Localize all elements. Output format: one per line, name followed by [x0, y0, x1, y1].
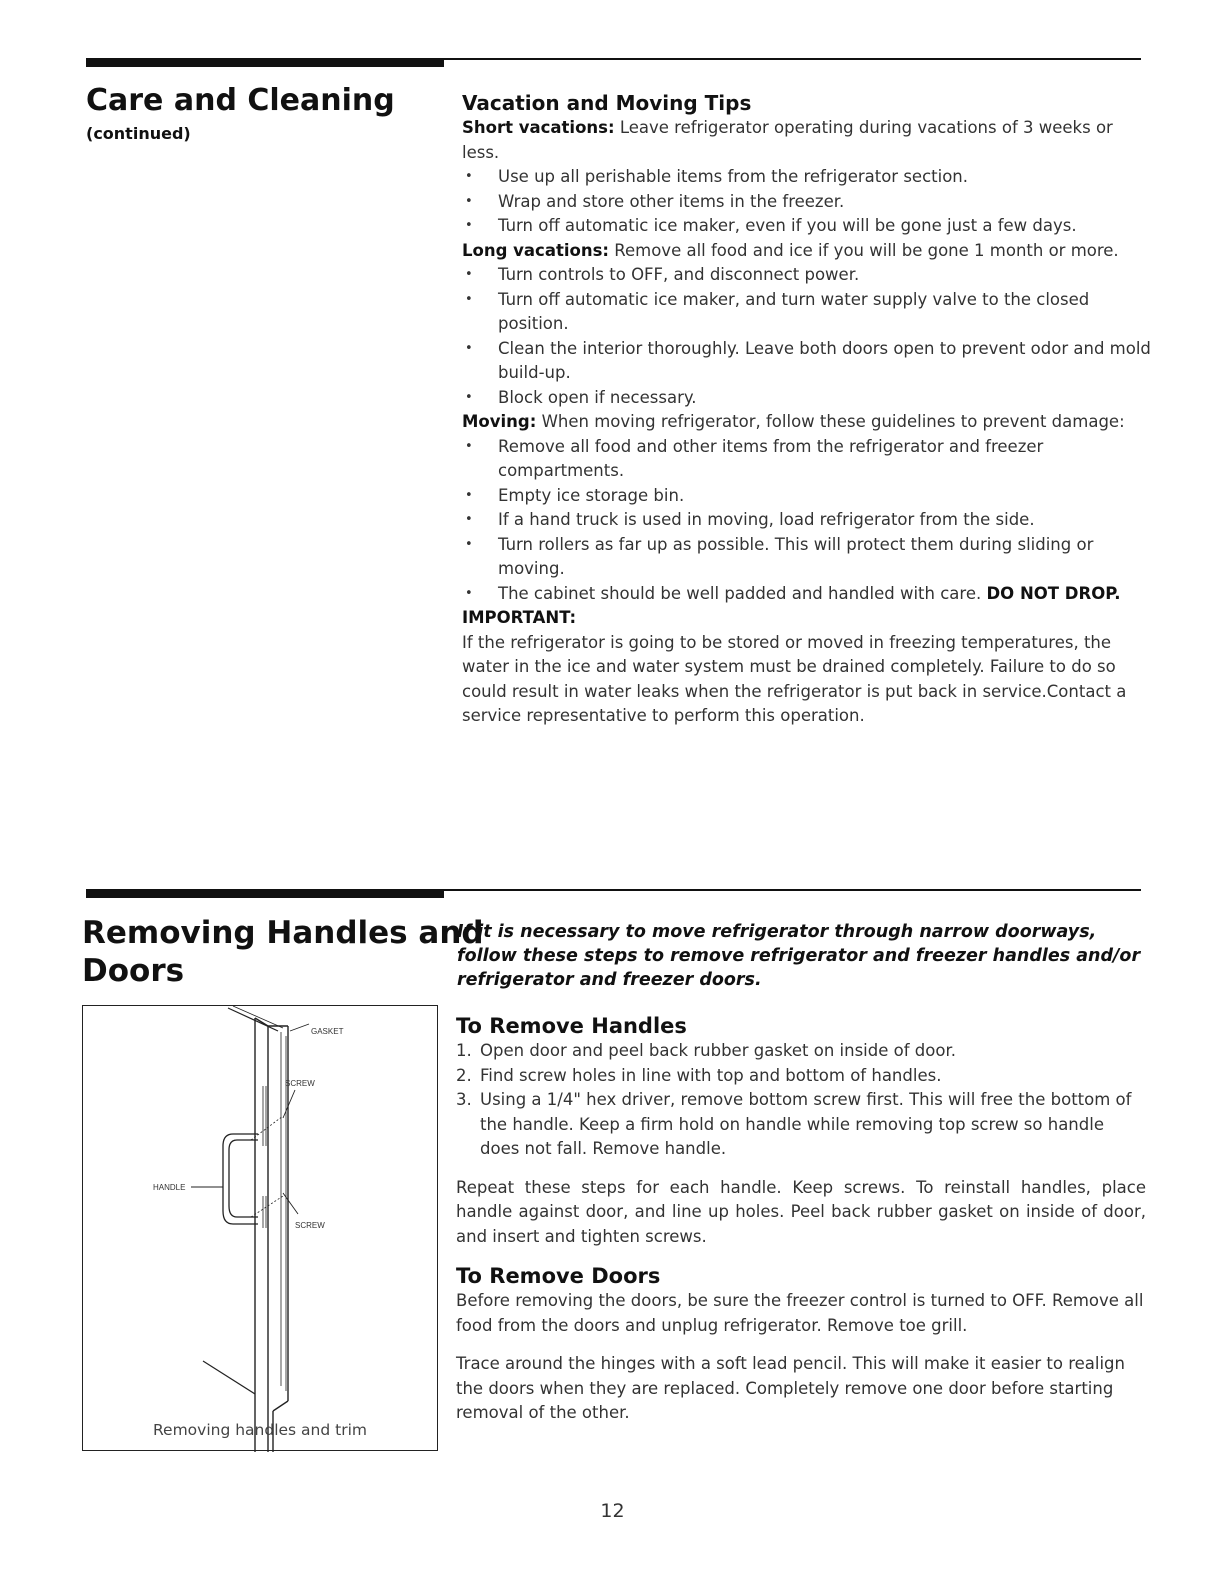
short-item: • Wrap and store other items in the freezer.	[462, 190, 1152, 215]
leader-lines	[191, 1024, 309, 1214]
gasket-label: GASKET	[311, 1027, 344, 1036]
important-label: IMPORTANT:	[462, 608, 577, 627]
short-vacations-paragraph	[462, 116, 1152, 165]
vacation-moving-section	[462, 90, 1152, 729]
vacation-heading: Vacation and Moving Tips	[462, 91, 752, 115]
long-item: • Block open if necessary.	[462, 386, 1152, 411]
long-item: • Turn controls to OFF, and disconnect power.	[462, 263, 1152, 288]
doors-heading: To Remove Doors	[456, 1264, 661, 1288]
moving-paragraph	[462, 410, 1152, 435]
handles-heading: To Remove Handles	[456, 1014, 687, 1038]
handle-shape	[223, 1086, 283, 1228]
handles-step: 3. Using a 1/4" hex driver, remove bottom screw first. This will free the bottom of the handle. Keep a firm hold on handle while removing top screw so handle does not fall. Remove handle.	[456, 1090, 1132, 1158]
moving-item: • Remove all food and other items from the refrigerator and freezer compartments.	[462, 435, 1152, 484]
care-cleaning-subtitle: (continued)	[86, 124, 191, 143]
handle-diagram	[83, 1006, 439, 1452]
short-vacations-lead: Short vacations:	[462, 118, 615, 137]
removing-intro: If it is necessary to move refrigerator through narrow doorways, follow these steps to remove refrigerator and freezer handles and/or refrigerator and freezer doors.	[457, 922, 1141, 990]
do-not-drop-warning: DO NOT DROP.	[986, 583, 1121, 603]
care-cleaning-title: Care and Cleaning	[86, 83, 395, 118]
handle-label: HANDLE	[153, 1183, 186, 1192]
moving-item-text: The cabinet should be well padded and handled with care.	[498, 583, 982, 603]
handles-step-text: Using a 1/4" hex driver, remove bottom screw first. This will free the bottom of the handle. Keep a firm hold on handle while removing top screw so handle does not fall. Remove handle.	[480, 1090, 1132, 1158]
screw-top-label: SCREW	[285, 1079, 315, 1088]
bottom-thin-rule	[444, 889, 1141, 891]
removing-title-line2: Doors	[82, 953, 185, 989]
moving-lead: Moving:	[462, 412, 537, 431]
moving-item-last	[462, 582, 1152, 607]
long-vacations-paragraph	[462, 239, 1152, 264]
moving-item: • If a hand truck is used in moving, load refrigerator from the side.	[462, 508, 1152, 533]
long-item: • Turn off automatic ice maker, and turn water supply valve to the closed position.	[462, 288, 1152, 337]
figure-caption: Removing handles and trim	[152, 1421, 368, 1439]
handles-repeat-paragraph: Repeat these steps for each handle. Keep screws. To reinstall handles, place handle against door, and line up holes. Peel back rubber gasket on inside of door, and insert and tighten screws.	[456, 1177, 1146, 1246]
bottom-thick-rule	[86, 889, 444, 898]
short-item: • Turn off automatic ice maker, even if you will be gone just a few days.	[462, 214, 1152, 239]
short-item: • Use up all perishable items from the refrigerator section.	[462, 165, 1152, 190]
page-number: 12	[600, 1500, 625, 1522]
long-item: • Clean the interior thoroughly. Leave both doors open to prevent odor and mold build-up.	[462, 337, 1152, 386]
moving-text: When moving refrigerator, follow these guidelines to prevent damage:	[536, 412, 1125, 431]
handle-diagram-figure	[82, 1005, 438, 1451]
moving-item: • Empty ice storage bin.	[462, 484, 1152, 509]
handles-step: 2. Find screw holes in line with top and bottom of handles.	[456, 1065, 942, 1085]
top-thick-rule	[86, 58, 444, 67]
handles-step-text: Open door and peel back rubber gasket on inside of door.	[480, 1041, 956, 1060]
removing-title-line1: Removing Handles and	[82, 915, 484, 951]
handles-step-text: Find screw holes in line with top and bottom of handles.	[480, 1065, 942, 1085]
long-vacations-text: Remove all food and ice if you will be gone 1 month or more.	[609, 240, 1119, 260]
door-panel	[203, 1006, 288, 1452]
moving-item: • Turn rollers as far up as possible. This will protect them during sliding or moving.	[462, 533, 1152, 582]
doors-paragraph-1: Before removing the doors, be sure the freezer control is turned to OFF. Remove all food from the doors and unplug refrigerator. Remove toe grill.	[456, 1291, 1144, 1335]
short-vacations-text: Leave refrigerator operating during vacations of 3 weeks or less.	[462, 118, 1113, 162]
removing-steps-section	[456, 1013, 1146, 1426]
important-text: If the refrigerator is going to be stored or moved in freezing temperatures, the water in the ice and water system must be drained completely. Failure to do so could result in water leaks when the refrigerator is put back in service.Contact a service representative to perform this operation.	[462, 632, 1127, 725]
top-thin-rule	[444, 58, 1141, 60]
doors-paragraph-2: Trace around the hinges with a soft lead pencil. This will make it easier to realign the doors when they are replaced. Completely remove one door before starting removal of the other.	[456, 1354, 1125, 1422]
screw-bottom-label: SCREW	[295, 1221, 325, 1230]
long-vacations-lead: Long vacations:	[462, 240, 610, 260]
handles-step: 1. Open door and peel back rubber gasket on inside of door.	[456, 1041, 956, 1060]
